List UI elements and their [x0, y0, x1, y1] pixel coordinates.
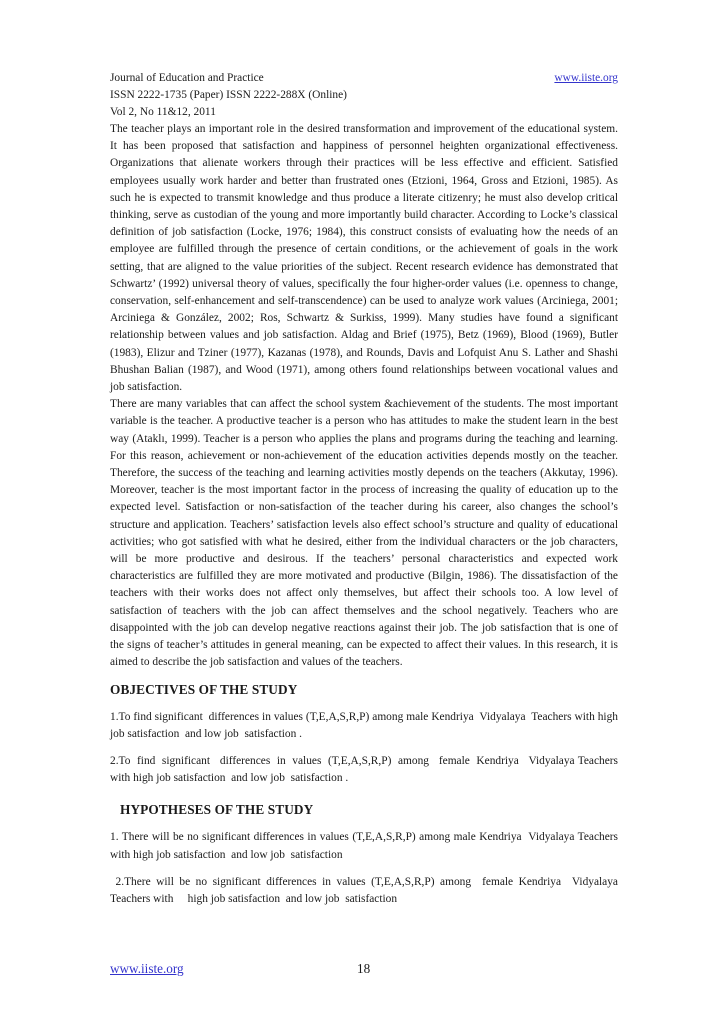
header-website-link[interactable]: www.iiste.org: [554, 72, 618, 84]
footer-website-link[interactable]: www.iiste.org: [110, 961, 184, 976]
page-content: [110, 70, 621, 908]
issn-line: ISSN 2222-1735 (Paper) ISSN 2222-288X (Online): [110, 89, 347, 101]
body-paragraph-2: There are many variables that can affect the school system &achievement of the students. The most important variable is the teacher. A productive teacher is a person who has attitudes to make the student learn in the best way (Ataklı, 1999). Teacher is a person who applies the plans and programs during the teaching and learning. For this reason, achievement or non-achievement of the education activities depends mostly on the teacher. Therefore, the success of the teaching and learning activities mostly depends on the teachers (Akkutay, 1996). Moreover, teacher is the most important factor in the process of increasing the quality of education up to the expected level. Satisfaction or non-satisfaction of the teacher during his career, also changes the school’s structure and application. Teachers’ satisfaction levels also effect school’s structure and quality of educational activities; who got satisfied with what he desired, either from the individual characters or the job characters, will be more productive and desirous. If the teachers’ personal characteristics and expected work characteristics are fulfilled they are more motivated and productive (Bilgin, 1986). The dissatisfaction of the teachers with their works does not affect only themselves, but affect their schools too. A low level of satisfaction of teachers with the job can affect themselves and the school negatively. Teachers who are disappointed with the job can develop negative reactions against their job. The job satisfaction that is one of the signs of teacher’s attitudes in general meaning, can be expected to affect their values. In this research, it is aimed to describe the job satisfaction and values of the teachers.: [110, 398, 618, 669]
hypotheses-heading: HYPOTHESES OF THE STUDY: [120, 802, 314, 818]
objective-item-1: 1.To find significant differences in values (T,E,A,S,R,P) among male Kendriya Vidyalaya Teachers with high job satisfaction and low job satisfaction .: [110, 710, 621, 740]
volume-line: Vol 2, No 11&12, 2011: [110, 106, 216, 118]
objective-item-2: 2.To find significant differences in values (T,E,A,S,R,P) among female Kendriya Vidyalaya Teachers with high job satisfaction and low job satisfaction .: [110, 754, 621, 785]
journal-title: Journal of Education and Practice: [110, 72, 264, 84]
page-number: 18: [357, 961, 371, 976]
page-footer: [110, 960, 618, 978]
objectives-heading: OBJECTIVES OF THE STUDY: [110, 681, 298, 697]
hypothesis-item-1: 1. There will be no significant differences in values (T,E,A,S,R,P) among male Kendriya Vidyalaya Teachers with high job satisfaction and low job satisfaction: [110, 831, 621, 861]
hypothesis-item-2: 2.There will be no significant differences in values (T,E,A,S,R,P) among female Kendriya Vidyalaya Teachers with high job satisfaction and low job satisfaction: [110, 875, 621, 905]
body-paragraph-1: The teacher plays an important role in the desired transformation and improvement of the educational system. It has been proposed that satisfaction and happiness of personnel heighten organizational effectiveness. Organizations that alienate workers through their practices will be less effective and efficient. Satisfied employees usually work harder and better than frustrated ones (Etzioni, 1964, Gross and Etzioni, 1985). As such he is expected to transmit knowledge and thus produce a literate citizenry; he must also develop critical thinking, serve as custodian of the young and more importantly build character. According to Locke’s classical definition of job satisfaction (Locke, 1976; 1984), this construct consists of evaluating how the needs of an employee are fulfilled through the presence of certain conditions, or the achievement of goals in the work setting, that are aligned to the value priorities of the subject. Recent research evidence has demonstrated that Schwartz’ (1992) universal theory of values, specifically the four higher-order values (i.e. openness to change, conservation, self-enhancement and self-transcendence) can be used to analyze work values (Arciniega, 2001; Arciniega & González, 2002; Ros, Schwartz & Surkiss, 1999). Many studies have found a significant relationship between values and job satisfaction. Aldag and Brief (1975), Betz (1969), Blood (1969), Butler (1983), Elizur and Tziner (1977), Kazanas (1978), and Rounds, Davis and Lofquist Anu S. Lather and Shashi Bhushan Balian (1987), and Wood (1971), among others found relationships between vocational values and job satisfaction.: [110, 123, 618, 394]
journal-header: [110, 70, 618, 121]
